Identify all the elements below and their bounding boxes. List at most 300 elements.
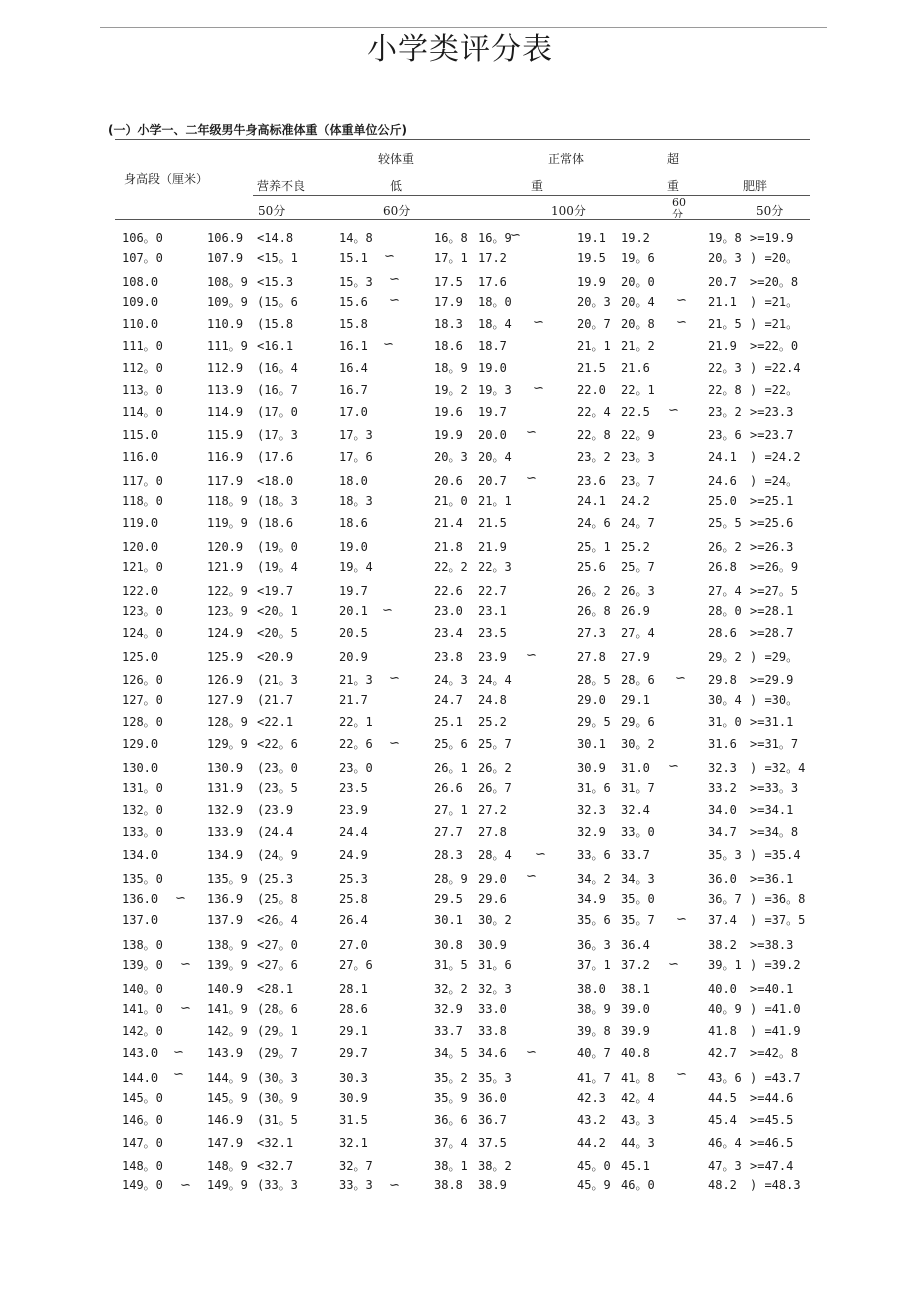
height-start: 108.0 xyxy=(122,275,159,289)
height-end: 120.9 xyxy=(207,540,244,554)
low-weight-value: 22。6 xyxy=(339,737,373,751)
top-rule xyxy=(100,27,827,28)
low-weight-value: 17。3 xyxy=(339,428,373,442)
obese-threshold: 23。2 xyxy=(708,405,742,419)
normal-low-value: 19.9 xyxy=(434,428,463,442)
over-low-value: 27.8 xyxy=(577,650,606,664)
low-weight-value: 32。7 xyxy=(339,1159,373,1173)
tilde-mark: ∽ xyxy=(533,381,544,396)
height-start: 145。0 xyxy=(122,1091,163,1105)
height-end: 133.9 xyxy=(207,825,244,839)
malnutrition-value: (33。3 xyxy=(257,1178,298,1192)
malnutrition-value: <20.9 xyxy=(257,650,294,664)
header-bottom-rule xyxy=(115,219,810,220)
tilde-mark: ∽ xyxy=(175,891,186,906)
normal-high-value: 28。4 xyxy=(478,848,512,862)
obese-threshold: 41.8 xyxy=(708,1024,737,1038)
normal-low-value: 22。2 xyxy=(434,560,468,574)
normal-high-value: 27.2 xyxy=(478,803,507,817)
obese-threshold: 43。6 xyxy=(708,1071,742,1085)
normal-high-value: 21.5 xyxy=(478,516,507,530)
height-end: 118。9 xyxy=(207,494,248,508)
obese-threshold: 34.0 xyxy=(708,803,737,817)
over-high-value: 33.7 xyxy=(621,848,650,862)
height-start: 132。0 xyxy=(122,803,163,817)
low-weight-value: 25.3 xyxy=(339,872,368,886)
over-low-value: 20。3 xyxy=(577,295,611,309)
over-high-value: 31.0 xyxy=(621,761,650,775)
malnutrition-value: <26。4 xyxy=(257,913,298,927)
over-low-value: 19.5 xyxy=(577,251,606,265)
malnutrition-value: (31。5 xyxy=(257,1113,298,1127)
obese-threshold: 40。9 xyxy=(708,1002,742,1016)
height-start: 136.0 xyxy=(122,892,159,906)
low-weight-value: 14。8 xyxy=(339,231,373,245)
low-weight-value: 20.5 xyxy=(339,626,368,640)
over-high-value: 22。9 xyxy=(621,428,655,442)
low-weight-value: 17.0 xyxy=(339,405,368,419)
normal-low-value: 28。9 xyxy=(434,872,468,886)
obese-threshold: 35。3 xyxy=(708,848,742,862)
normal-low-value: 26.6 xyxy=(434,781,463,795)
low-weight-value: 31.5 xyxy=(339,1113,368,1127)
obese-threshold: 23。6 xyxy=(708,428,742,442)
height-end: 115.9 xyxy=(207,428,244,442)
malnutrition-value: (21.7 xyxy=(257,693,294,707)
obese-value: >=38.3 xyxy=(750,938,794,952)
over-high-value: 32.4 xyxy=(621,803,650,817)
over-low-value: 44.2 xyxy=(577,1136,606,1150)
low-weight-value: 19.7 xyxy=(339,584,368,598)
height-start: 113。0 xyxy=(122,383,163,397)
normal-high-value: 19.7 xyxy=(478,405,507,419)
height-end: 149。9 xyxy=(207,1178,248,1192)
tilde-mark: ∽ xyxy=(668,957,679,972)
malnutrition-value: (30。9 xyxy=(257,1091,298,1105)
tilde-mark: ∽ xyxy=(676,1067,687,1082)
malnutrition-value: <16.1 xyxy=(257,339,294,353)
height-start: 148。0 xyxy=(122,1159,163,1173)
malnutrition-value: <19.7 xyxy=(257,584,294,598)
over-high-value: 28。6 xyxy=(621,673,655,687)
obese-value: >=44.6 xyxy=(750,1091,794,1105)
height-start: 110.0 xyxy=(122,317,159,331)
over-low-value: 27.3 xyxy=(577,626,606,640)
over-high-value: 37.2 xyxy=(621,958,650,972)
normal-low-value: 34。5 xyxy=(434,1046,468,1060)
header-malnutrition: 营养不良 xyxy=(257,179,306,193)
height-end: 138。9 xyxy=(207,938,248,952)
normal-low-value: 38。1 xyxy=(434,1159,468,1173)
low-weight-value: 20.1 xyxy=(339,604,368,618)
normal-high-value: 33.8 xyxy=(478,1024,507,1038)
malnutrition-value: <27。0 xyxy=(257,938,298,952)
obese-threshold: 24.6 xyxy=(708,474,737,488)
low-weight-value: 16.7 xyxy=(339,383,368,397)
obese-threshold: 45.4 xyxy=(708,1113,737,1127)
obese-threshold: 25.0 xyxy=(708,494,737,508)
obese-threshold: 21。5 xyxy=(708,317,742,331)
over-high-value: 43。3 xyxy=(621,1113,655,1127)
height-end: 117.9 xyxy=(207,474,244,488)
obese-threshold: 32.3 xyxy=(708,761,737,775)
height-end: 144。9 xyxy=(207,1071,248,1085)
low-weight-value: 18.0 xyxy=(339,474,368,488)
obese-threshold: 29。2 xyxy=(708,650,742,664)
normal-high-value: 23.1 xyxy=(478,604,507,618)
height-end: 135。9 xyxy=(207,872,248,886)
normal-high-value: 16。9 xyxy=(478,231,512,245)
over-high-value: 19.2 xyxy=(621,231,650,245)
height-start: 137.0 xyxy=(122,913,159,927)
over-low-value: 41。7 xyxy=(577,1071,611,1085)
over-low-value: 30.9 xyxy=(577,761,606,775)
low-weight-value: 18.6 xyxy=(339,516,368,530)
over-low-value: 32.3 xyxy=(577,803,606,817)
height-start: 146。0 xyxy=(122,1113,163,1127)
obese-threshold: 26。2 xyxy=(708,540,742,554)
normal-high-value: 23.5 xyxy=(478,626,507,640)
obese-value: >=29.9 xyxy=(750,673,794,687)
height-start: 119.0 xyxy=(122,516,159,530)
over-high-value: 21.6 xyxy=(621,361,650,375)
over-high-value: 25.2 xyxy=(621,540,650,554)
normal-high-value: 30.9 xyxy=(478,938,507,952)
height-end: 141。9 xyxy=(207,1002,248,1016)
low-weight-value: 29.7 xyxy=(339,1046,368,1060)
over-low-value: 34。2 xyxy=(577,872,611,886)
obese-value: ) =36。8 xyxy=(750,892,806,906)
obese-value: ) =30。 xyxy=(750,693,799,707)
obese-value: >=40.1 xyxy=(750,982,794,996)
normal-high-value: 38。2 xyxy=(478,1159,512,1173)
normal-low-value: 25.1 xyxy=(434,715,463,729)
low-weight-value: 21.7 xyxy=(339,693,368,707)
malnutrition-value: (18。3 xyxy=(257,494,298,508)
over-high-value: 41。8 xyxy=(621,1071,655,1085)
low-weight-value: 29.1 xyxy=(339,1024,368,1038)
over-low-value: 26。2 xyxy=(577,584,611,598)
over-low-value: 19.1 xyxy=(577,231,606,245)
height-start: 149。0 xyxy=(122,1178,163,1192)
over-high-value: 23。7 xyxy=(621,474,655,488)
low-weight-value: 16.1 xyxy=(339,339,368,353)
obese-value: >=47.4 xyxy=(750,1159,794,1173)
tilde-mark: ∽ xyxy=(535,847,546,862)
over-high-value: 35。7 xyxy=(621,913,655,927)
height-start: 133。0 xyxy=(122,825,163,839)
normal-high-value: 27.8 xyxy=(478,825,507,839)
malnutrition-value: (25.3 xyxy=(257,872,294,886)
height-start: 141。0 xyxy=(122,1002,163,1016)
obese-value: ) =29。 xyxy=(750,650,799,664)
normal-high-value: 29.6 xyxy=(478,892,507,906)
low-weight-value: 19.0 xyxy=(339,540,368,554)
malnutrition-value: (15.8 xyxy=(257,317,294,331)
height-start: 120.0 xyxy=(122,540,159,554)
score-malnutrition: 50分 xyxy=(258,204,286,218)
malnutrition-value: (23.9 xyxy=(257,803,294,817)
low-weight-value: 15.1 xyxy=(339,251,368,265)
height-start: 125.0 xyxy=(122,650,159,664)
obese-threshold: 42.7 xyxy=(708,1046,737,1060)
height-start: 117。0 xyxy=(122,474,163,488)
height-end: 147.9 xyxy=(207,1136,244,1150)
height-end: 107.9 xyxy=(207,251,244,265)
obese-value: >=26。9 xyxy=(750,560,799,574)
tilde-mark: ∽ xyxy=(533,315,544,330)
malnutrition-value: (19。4 xyxy=(257,560,298,574)
normal-high-value: 32。3 xyxy=(478,982,512,996)
tilde-mark: ∽ xyxy=(389,736,400,751)
height-end: 124.9 xyxy=(207,626,244,640)
normal-high-value: 22。3 xyxy=(478,560,512,574)
height-start: 128。0 xyxy=(122,715,163,729)
height-end: 121.9 xyxy=(207,560,244,574)
obese-value: >=34.1 xyxy=(750,803,794,817)
tilde-mark: ∽ xyxy=(668,759,679,774)
malnutrition-value: <28.1 xyxy=(257,982,294,996)
header-height-range: 身高段（厘米） xyxy=(124,172,209,186)
normal-low-value: 20。3 xyxy=(434,450,468,464)
height-end: 125.9 xyxy=(207,650,244,664)
obese-threshold: 31。0 xyxy=(708,715,742,729)
height-start: 112。0 xyxy=(122,361,163,375)
over-low-value: 45。9 xyxy=(577,1178,611,1192)
over-low-value: 33。6 xyxy=(577,848,611,862)
height-end: 134.9 xyxy=(207,848,244,862)
obese-value: >=23.7 xyxy=(750,428,794,442)
over-high-value: 46。0 xyxy=(621,1178,655,1192)
normal-high-value: 17.6 xyxy=(478,275,507,289)
normal-high-value: 36.0 xyxy=(478,1091,507,1105)
normal-high-value: 30。2 xyxy=(478,913,512,927)
normal-high-value: 25。7 xyxy=(478,737,512,751)
normal-low-value: 26。1 xyxy=(434,761,468,775)
over-low-value: 22。4 xyxy=(577,405,611,419)
low-weight-value: 27.0 xyxy=(339,938,368,952)
height-start: 111。0 xyxy=(122,339,163,353)
low-weight-value: 23.9 xyxy=(339,803,368,817)
normal-high-value: 20.7 xyxy=(478,474,507,488)
obese-threshold: 28。0 xyxy=(708,604,742,618)
normal-high-value: 20。4 xyxy=(478,450,512,464)
height-end: 119。9 xyxy=(207,516,248,530)
height-end: 132.9 xyxy=(207,803,244,817)
height-start: 121。0 xyxy=(122,560,163,574)
tilde-mark: ∽ xyxy=(382,603,393,618)
over-high-value: 34。3 xyxy=(621,872,655,886)
height-start: 116.0 xyxy=(122,450,159,464)
malnutrition-value: (17。3 xyxy=(257,428,298,442)
normal-high-value: 24。4 xyxy=(478,673,512,687)
obese-value: ) =41.0 xyxy=(750,1002,801,1016)
height-end: 140.9 xyxy=(207,982,244,996)
normal-low-value: 18.6 xyxy=(434,339,463,353)
normal-low-value: 16。8 xyxy=(434,231,468,245)
malnutrition-value: (28。6 xyxy=(257,1002,298,1016)
height-start: 129.0 xyxy=(122,737,159,751)
obese-threshold: 34.7 xyxy=(708,825,737,839)
over-low-value: 25。1 xyxy=(577,540,611,554)
obese-value: ) =20。 xyxy=(750,251,799,265)
height-start: 115.0 xyxy=(122,428,159,442)
obese-value: >=23.3 xyxy=(750,405,794,419)
height-start: 144.0 xyxy=(122,1071,159,1085)
height-end: 114.9 xyxy=(207,405,244,419)
malnutrition-value: (23。0 xyxy=(257,761,298,775)
tilde-mark: ∽ xyxy=(173,1067,184,1082)
malnutrition-value: (21。3 xyxy=(257,673,298,687)
malnutrition-value: <22.1 xyxy=(257,715,294,729)
obese-value: >=31.1 xyxy=(750,715,794,729)
normal-low-value: 18.3 xyxy=(434,317,463,331)
low-weight-value: 22。1 xyxy=(339,715,373,729)
over-high-value: 39.9 xyxy=(621,1024,650,1038)
over-low-value: 35。6 xyxy=(577,913,611,927)
normal-low-value: 19.6 xyxy=(434,405,463,419)
obese-threshold: 36。7 xyxy=(708,892,742,906)
normal-high-value: 24.8 xyxy=(478,693,507,707)
height-start: 131。0 xyxy=(122,781,163,795)
normal-high-value: 17.2 xyxy=(478,251,507,265)
obese-value: >=42。8 xyxy=(750,1046,799,1060)
malnutrition-value: (16。7 xyxy=(257,383,298,397)
obese-threshold: 27。4 xyxy=(708,584,742,598)
height-end: 148。9 xyxy=(207,1159,248,1173)
obese-value: >=22。0 xyxy=(750,339,799,353)
normal-low-value: 21.4 xyxy=(434,516,463,530)
malnutrition-value: <20。5 xyxy=(257,626,298,640)
height-start: 114。0 xyxy=(122,405,163,419)
height-end: 108。9 xyxy=(207,275,248,289)
obese-value: >=28.7 xyxy=(750,626,794,640)
over-high-value: 23。3 xyxy=(621,450,655,464)
over-low-value: 24.1 xyxy=(577,494,606,508)
malnutrition-value: <18.0 xyxy=(257,474,294,488)
normal-high-value: 29.0 xyxy=(478,872,507,886)
header-low-weight-bottom: 低 xyxy=(390,179,403,193)
obese-value: >=34。8 xyxy=(750,825,799,839)
over-high-value: 42。4 xyxy=(621,1091,655,1105)
normal-high-value: 38.9 xyxy=(478,1178,507,1192)
normal-low-value: 24。3 xyxy=(434,673,468,687)
over-low-value: 28。5 xyxy=(577,673,611,687)
obese-threshold: 46。4 xyxy=(708,1136,742,1150)
obese-threshold: 26.8 xyxy=(708,560,737,574)
obese-threshold: 20。3 xyxy=(708,251,742,265)
obese-value: >=33。3 xyxy=(750,781,799,795)
obese-threshold: 44.5 xyxy=(708,1091,737,1105)
over-high-value: 29.1 xyxy=(621,693,650,707)
tilde-mark: ∽ xyxy=(526,869,537,884)
low-weight-value: 30.3 xyxy=(339,1071,368,1085)
obese-threshold: 20.7 xyxy=(708,275,737,289)
over-high-value: 24.2 xyxy=(621,494,650,508)
low-weight-value: 19。4 xyxy=(339,560,373,574)
over-high-value: 19。6 xyxy=(621,251,655,265)
over-high-value: 38.1 xyxy=(621,982,650,996)
height-end: 145。9 xyxy=(207,1091,248,1105)
table-top-rule xyxy=(115,139,810,140)
over-low-value: 40。7 xyxy=(577,1046,611,1060)
obese-value: >=25.1 xyxy=(750,494,794,508)
header-obese: 肥胖 xyxy=(743,179,768,193)
over-low-value: 42.3 xyxy=(577,1091,606,1105)
tilde-mark: ∽ xyxy=(676,315,687,330)
over-high-value: 26。3 xyxy=(621,584,655,598)
over-high-value: 27。4 xyxy=(621,626,655,640)
obese-threshold: 21.1 xyxy=(708,295,737,309)
tilde-mark: ∽ xyxy=(173,1045,184,1060)
height-end: 146.9 xyxy=(207,1113,244,1127)
obese-threshold: 40.0 xyxy=(708,982,737,996)
over-high-value: 31。7 xyxy=(621,781,655,795)
obese-value: >=31。7 xyxy=(750,737,799,751)
height-end: 143.9 xyxy=(207,1046,244,1060)
low-weight-value: 24.9 xyxy=(339,848,368,862)
height-end: 111。9 xyxy=(207,339,248,353)
tilde-mark: ∽ xyxy=(389,272,400,287)
low-weight-value: 15。3 xyxy=(339,275,373,289)
height-start: 126。0 xyxy=(122,673,163,687)
height-start: 109.0 xyxy=(122,295,159,309)
low-weight-value: 15.6 xyxy=(339,295,368,309)
height-end: 112.9 xyxy=(207,361,244,375)
over-low-value: 26。8 xyxy=(577,604,611,618)
normal-low-value: 25。6 xyxy=(434,737,468,751)
obese-threshold: 21.9 xyxy=(708,339,737,353)
normal-high-value: 26。7 xyxy=(478,781,512,795)
height-start: 124。0 xyxy=(122,626,163,640)
malnutrition-value: (24。9 xyxy=(257,848,298,862)
over-high-value: 30。2 xyxy=(621,737,655,751)
over-high-value: 39.0 xyxy=(621,1002,650,1016)
low-weight-value: 24.4 xyxy=(339,825,368,839)
normal-low-value: 18。9 xyxy=(434,361,468,375)
normal-high-value: 19。3 xyxy=(478,383,512,397)
height-start: 140。0 xyxy=(122,982,163,996)
obese-threshold: 22。8 xyxy=(708,383,742,397)
malnutrition-value: <22。6 xyxy=(257,737,298,751)
header-mid-rule xyxy=(253,195,810,196)
obese-threshold: 38.2 xyxy=(708,938,737,952)
obese-value: ) =43.7 xyxy=(750,1071,801,1085)
normal-high-value: 20.0 xyxy=(478,428,507,442)
low-weight-value: 26.4 xyxy=(339,913,368,927)
over-low-value: 29。5 xyxy=(577,715,611,729)
normal-low-value: 30.1 xyxy=(434,913,463,927)
height-end: 126.9 xyxy=(207,673,244,687)
height-start: 139。0 xyxy=(122,958,163,972)
obese-value: >=27。5 xyxy=(750,584,799,598)
height-end: 128。9 xyxy=(207,715,248,729)
normal-low-value: 17.9 xyxy=(434,295,463,309)
low-weight-value: 33。3 xyxy=(339,1178,373,1192)
obese-value: ) =22.4 xyxy=(750,361,801,375)
obese-value: >=46.5 xyxy=(750,1136,794,1150)
low-weight-value: 16.4 xyxy=(339,361,368,375)
over-high-value: 44。3 xyxy=(621,1136,655,1150)
score-normal: 100分 xyxy=(551,204,586,218)
normal-high-value: 31。6 xyxy=(478,958,512,972)
low-weight-value: 17。6 xyxy=(339,450,373,464)
height-start: 135。0 xyxy=(122,872,163,886)
height-end: 116.9 xyxy=(207,450,244,464)
over-low-value: 21。1 xyxy=(577,339,611,353)
over-high-value: 25。7 xyxy=(621,560,655,574)
obese-value: ) =32。4 xyxy=(750,761,806,775)
